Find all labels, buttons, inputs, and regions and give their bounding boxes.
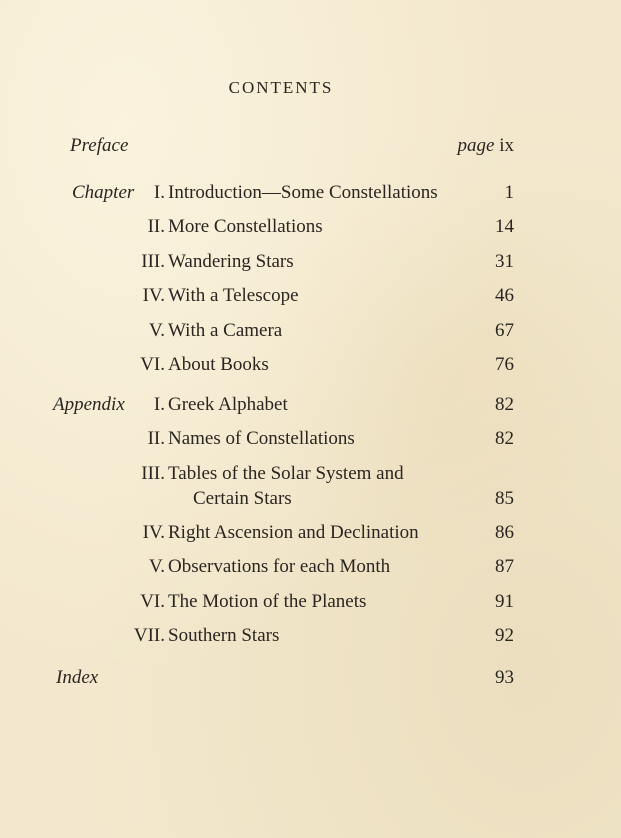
appendix-title-continuation: Certain Stars — [193, 488, 292, 509]
chapter-number: VI. — [140, 354, 165, 375]
appendix-label: Appendix — [53, 394, 125, 415]
appendix-page: 82 — [495, 428, 514, 449]
appendix-number: III. — [141, 463, 165, 484]
page-word: page — [457, 135, 495, 156]
appendix-number: VI. — [140, 591, 165, 612]
chapter-page: 14 — [495, 216, 514, 237]
appendix-title: Observations for each Month — [168, 556, 391, 577]
preface-page-number: ix — [499, 135, 514, 156]
chapter-number: II. — [147, 216, 165, 237]
chapter-title: Wandering Stars — [168, 251, 294, 272]
appendix-page: 85 — [495, 488, 514, 509]
chapter-page: 46 — [495, 285, 514, 306]
appendix-number: IV. — [142, 522, 165, 543]
appendix-title: The Motion of the Planets — [168, 591, 367, 612]
chapter-page: 76 — [495, 354, 514, 375]
chapter-title: With a Camera — [168, 320, 283, 341]
chapter-title: About Books — [168, 354, 269, 375]
chapter-page: 67 — [495, 320, 514, 341]
chapter-number: III. — [141, 251, 165, 272]
chapter-number: I. — [153, 182, 165, 203]
appendix-page: 91 — [495, 591, 514, 612]
chapter-page: 31 — [495, 251, 514, 272]
appendix-page: 82 — [495, 394, 514, 415]
appendix-page: 92 — [495, 625, 514, 646]
appendix-number: VII. — [133, 625, 165, 646]
appendix-title: Greek Alphabet — [168, 394, 288, 415]
chapter-title: More Constellations — [168, 216, 323, 237]
preface-page — [458, 134, 514, 158]
appendix-title: Southern Stars — [168, 625, 280, 646]
contents-heading: CONTENTS — [228, 78, 334, 97]
appendix-title: Tables of the Solar System and — [168, 463, 404, 484]
preface-label: Preface — [70, 135, 129, 156]
chapter-number: IV. — [142, 285, 165, 306]
appendix-number: I. — [153, 394, 165, 415]
appendix-number: II. — [147, 428, 165, 449]
appendix-page: 86 — [495, 522, 514, 543]
index-page: 93 — [495, 667, 514, 688]
chapter-label: Chapter — [72, 182, 135, 203]
appendix-number: V. — [148, 556, 165, 577]
chapter-number: V. — [148, 320, 165, 341]
index-label: Index — [56, 667, 99, 688]
chapter-title: With a Telescope — [168, 285, 299, 306]
chapter-page: 1 — [504, 182, 514, 203]
chapter-title: Introduction—Some Constellations — [168, 182, 438, 203]
appendix-title: Right Ascension and Declination — [168, 522, 419, 543]
appendix-title: Names of Constellations — [168, 428, 355, 449]
appendix-page: 87 — [495, 556, 514, 577]
